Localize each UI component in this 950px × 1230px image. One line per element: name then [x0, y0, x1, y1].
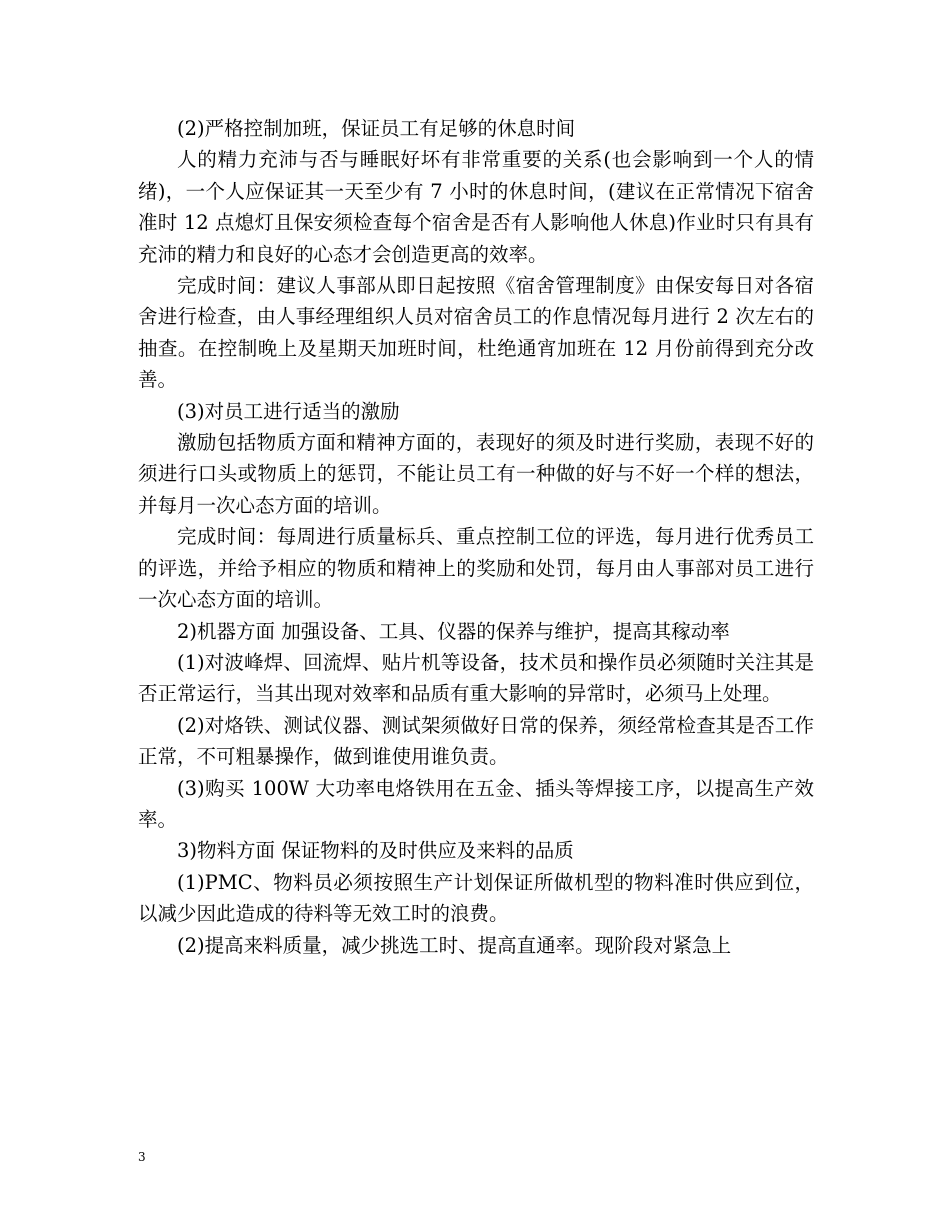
- paragraph-incentive-heading: (3)对员工进行适当的激励: [177, 399, 400, 423]
- paragraph-machine-item-1: (1)对波峰焊、回流焊、贴片机等设备，技术员和操作员必须随时关注其是否正常运行，当其出现对效率和品质有重大影响的异常时，必须马上处理。: [138, 650, 814, 706]
- paragraph-overtime-heading: (2)严格控制加班，保证员工有足够的休息时间: [177, 117, 576, 140]
- paragraph-machine-item-3: (3)购买 100W 大功率电烙铁用在五金、插头等焊接工序，以提高生产效率。: [138, 776, 814, 831]
- paragraph-material-item-1: (1)PMC、物料员必须按照生产计划保证所做机型的物料准时供应到位，以减少因此造成的待料等无效工时的浪费。: [138, 870, 814, 926]
- page-number: 3: [138, 1150, 146, 1164]
- paragraph-sleep-rest: 人的精力充沛与否与睡眠好坏有非常重要的关系(也会影响到一个人的情绪)，一个人应保证其一天至少有 7 小时的休息时间，(建议在正常情况下宿舍准时 12 点熄灯且保安须检查每个宿舍是否有人影响他人休息)作业时只有具有充沛的精力和良好的心态才会创造更高的效率。: [138, 148, 814, 266]
- paragraph-completion-time-dormitory: 完成时间：建议人事部从即日起按照《宿舍管理制度》由保安每日对各宿舍进行检查，由人事经理组织人员对宿舍员工的作息情况每月进行 2 次左右的抽查。在控制晚上及星期天加班时间，杜绝通宵加班在 12 月份前得到充分改善。: [138, 274, 814, 392]
- paragraph-machine-item-2: (2)对烙铁、测试仪器、测试架须做好日常的保养，须经常检查其是否工作正常，不可粗暴操作，做到谁使用谁负责。: [138, 713, 814, 769]
- paragraph-material-heading: 3)物料方面 保证物料的及时供应及来料的品质: [177, 839, 574, 863]
- paragraph-incentive-body: 激励包括物质方面和精神方面的，表现好的须及时进行奖励，表现不好的须进行口头或物质上的惩罚，不能让员工有一种做的好与不好一个样的想法，并每月一次心态方面的培训。: [138, 431, 814, 517]
- paragraph-machine-heading: 2)机器方面 加强设备、工具、仪器的保养与维护，提高其稼动率: [177, 619, 730, 643]
- paragraph-completion-time-evaluation: 完成时间：每周进行质量标兵、重点控制工位的评选，每月进行优秀员工的评选，并给予相应的物质和精神上的奖励和处罚，每月由人事部对员工进行一次心态方面的培训。: [138, 525, 814, 612]
- document-body: [138, 113, 814, 961]
- paragraph-material-item-2: (2)提高来料质量，减少挑选工时、提高直通率。现阶段对紧急上: [177, 933, 732, 957]
